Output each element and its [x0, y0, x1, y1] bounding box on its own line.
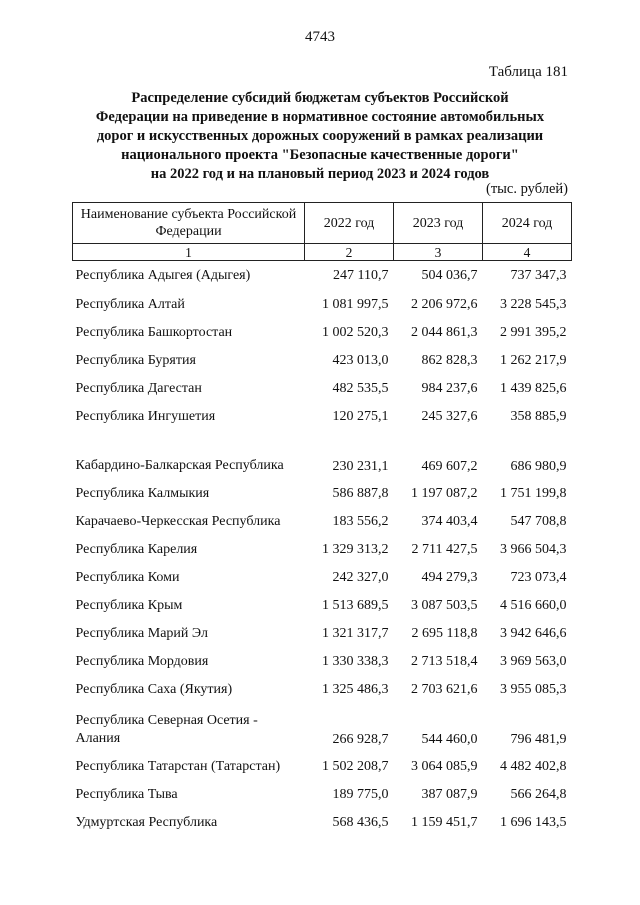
value-2023-cell: 3 064 085,9: [411, 759, 478, 774]
value-2022-cell: 1 321 317,7: [322, 626, 389, 641]
table-row: [73, 403, 572, 431]
region-name-cell: Кабардино-Балкарская Республика: [75, 458, 284, 473]
column-number: 4: [483, 244, 572, 261]
value-2024-cell: 1 751 199,8: [500, 486, 567, 501]
table-row: [73, 261, 572, 292]
value-2023-cell: 3 087 503,5: [411, 598, 478, 613]
value-2022-cell: 1 329 313,2: [322, 542, 389, 557]
value-2022-cell: 1 330 338,3: [322, 654, 389, 669]
region-name-cell: Республика Коми: [75, 570, 180, 585]
value-2022-cell: 568 436,5: [332, 815, 389, 830]
table-row: [73, 648, 572, 676]
table-row: [73, 704, 572, 753]
value-2023-cell: 387 087,9: [421, 787, 478, 802]
title-line: национального проекта "Безопасные качественные дороги": [121, 147, 519, 163]
value-2022-cell: 482 535,5: [332, 381, 389, 396]
column-number: 2: [305, 244, 394, 261]
table-row: [73, 809, 572, 837]
region-name-cell: Республика Бурятия: [75, 353, 196, 368]
value-2024-cell: 3 955 085,3: [500, 682, 567, 697]
value-2023-cell: 2 711 427,5: [411, 542, 478, 557]
table-row: [73, 508, 572, 536]
value-2024-cell: 566 264,8: [510, 787, 567, 802]
value-2023-cell: 2 044 861,3: [411, 325, 478, 340]
value-2023-cell: 469 607,2: [421, 459, 478, 474]
table-row: [73, 592, 572, 620]
region-name-cell: Республика Татарстан (Татарстан): [75, 759, 281, 774]
value-2023-cell: 862 828,3: [421, 353, 478, 368]
value-2023-cell: 984 237,6: [421, 381, 478, 396]
value-2023-cell: 2 695 118,8: [411, 626, 478, 641]
table-label: Таблица 181: [488, 64, 568, 80]
header-2022: 2022 год: [305, 203, 394, 244]
table-row: [73, 620, 572, 648]
value-2024-cell: 4 516 660,0: [500, 598, 567, 613]
value-2024-cell: 4 482 402,8: [500, 759, 567, 774]
value-2022-cell: 1 002 520,3: [322, 325, 389, 340]
subsidy-table: [72, 202, 572, 837]
value-2024-cell: 3 966 504,3: [500, 542, 567, 557]
column-number-row: [73, 244, 572, 261]
value-2023-cell: 504 036,7: [421, 268, 478, 283]
region-name-cell: Республика Тыва: [75, 787, 178, 802]
region-name-cell: Республика Алтай: [75, 297, 185, 312]
header-region-name: Наименование субъекта Российской Федерации: [73, 203, 305, 244]
value-2022-cell: 247 110,7: [333, 268, 389, 283]
table-row: [73, 781, 572, 809]
table-row: [73, 564, 572, 592]
table-row: [73, 753, 572, 781]
value-2024-cell: 3 969 563,0: [500, 654, 567, 669]
region-name-cell: Республика Ингушетия: [75, 409, 216, 424]
value-2023-cell: 2 713 518,4: [411, 654, 478, 669]
value-2024-cell: 3 228 545,3: [500, 297, 567, 312]
table-header-row: [73, 203, 572, 244]
value-2023-cell: 1 159 451,7: [411, 815, 478, 830]
value-2023-cell: 1 197 087,2: [411, 486, 478, 501]
table-row: [73, 480, 572, 508]
value-2023-cell: 494 279,3: [421, 570, 478, 585]
region-name-cell: Республика Карелия: [75, 542, 198, 557]
region-name-cell: Республика Башкортостан: [75, 325, 233, 340]
region-name-cell: Республика Марий Эл: [75, 626, 208, 641]
region-name-cell: Республика Саха (Якутия): [75, 682, 233, 697]
value-2024-cell: 1 439 825,6: [500, 381, 567, 396]
document-title: [80, 89, 560, 184]
value-2024-cell: 737 347,3: [510, 268, 567, 283]
page-number: 4743: [305, 29, 335, 45]
value-2022-cell: 230 231,1: [332, 459, 389, 474]
value-2024-cell: 3 942 646,6: [500, 626, 567, 641]
value-2023-cell: 544 460,0: [421, 732, 478, 747]
table-row: [73, 375, 572, 403]
header-2023: 2023 год: [394, 203, 483, 244]
value-2023-cell: 2 206 972,6: [411, 297, 478, 312]
value-2022-cell: 189 775,0: [332, 787, 389, 802]
table-row: [73, 291, 572, 319]
table-row: [73, 536, 572, 564]
value-2024-cell: 358 885,9: [510, 409, 567, 424]
value-2022-cell: 586 887,8: [332, 486, 389, 501]
table-row: [73, 319, 572, 347]
value-2024-cell: 2 991 395,2: [500, 325, 567, 340]
table-row: [73, 347, 572, 375]
title-line: на 2022 год и на плановый период 2023 и 2024 годов: [150, 166, 490, 182]
value-2023-cell: 374 403,4: [421, 514, 478, 529]
region-name-cell: Республика Северная Осетия - Алания: [75, 713, 258, 746]
units-label: (тыс. рублей): [486, 181, 568, 197]
value-2022-cell: 120 275,1: [332, 409, 389, 424]
value-2023-cell: 245 327,6: [421, 409, 478, 424]
table-body: [73, 261, 572, 838]
column-number: 3: [394, 244, 483, 261]
value-2022-cell: 1 325 486,3: [322, 682, 389, 697]
table-row: [73, 676, 572, 704]
value-2022-cell: 423 013,0: [332, 353, 389, 368]
value-2022-cell: 242 327,0: [332, 570, 389, 585]
region-name-cell: Республика Дагестан: [75, 381, 202, 396]
title-line: Распределение субсидий бюджетам субъектов Российской: [131, 90, 509, 106]
value-2022-cell: 1 081 997,5: [322, 297, 389, 312]
value-2023-cell: 2 703 621,6: [411, 682, 478, 697]
region-name-cell: Республика Крым: [75, 598, 183, 613]
table-row: [73, 431, 572, 480]
value-2022-cell: 1 513 689,5: [322, 598, 389, 613]
value-2022-cell: 1 502 208,7: [322, 759, 389, 774]
region-name-cell: Удмуртская Республика: [75, 815, 218, 830]
title-line: дорог и искусственных дорожных сооружений в рамках реализации: [96, 128, 544, 144]
value-2024-cell: 547 708,8: [510, 514, 567, 529]
value-2024-cell: 723 073,4: [510, 570, 567, 585]
region-name-cell: Карачаево-Черкесская Республика: [75, 514, 281, 529]
value-2024-cell: 796 481,9: [510, 732, 567, 747]
title-line: Федерации на приведение в нормативное состояние автомобильных: [95, 109, 545, 125]
header-2024: 2024 год: [483, 203, 572, 244]
value-2022-cell: 183 556,2: [332, 514, 389, 529]
value-2024-cell: 1 262 217,9: [500, 353, 567, 368]
column-number: 1: [73, 244, 305, 261]
value-2022-cell: 266 928,7: [332, 732, 389, 747]
value-2024-cell: 686 980,9: [510, 459, 567, 474]
region-name-cell: Республика Адыгея (Адыгея): [75, 268, 251, 283]
value-2024-cell: 1 696 143,5: [500, 815, 567, 830]
region-name-cell: Республика Мордовия: [75, 654, 209, 669]
region-name-cell: Республика Калмыкия: [75, 486, 210, 501]
